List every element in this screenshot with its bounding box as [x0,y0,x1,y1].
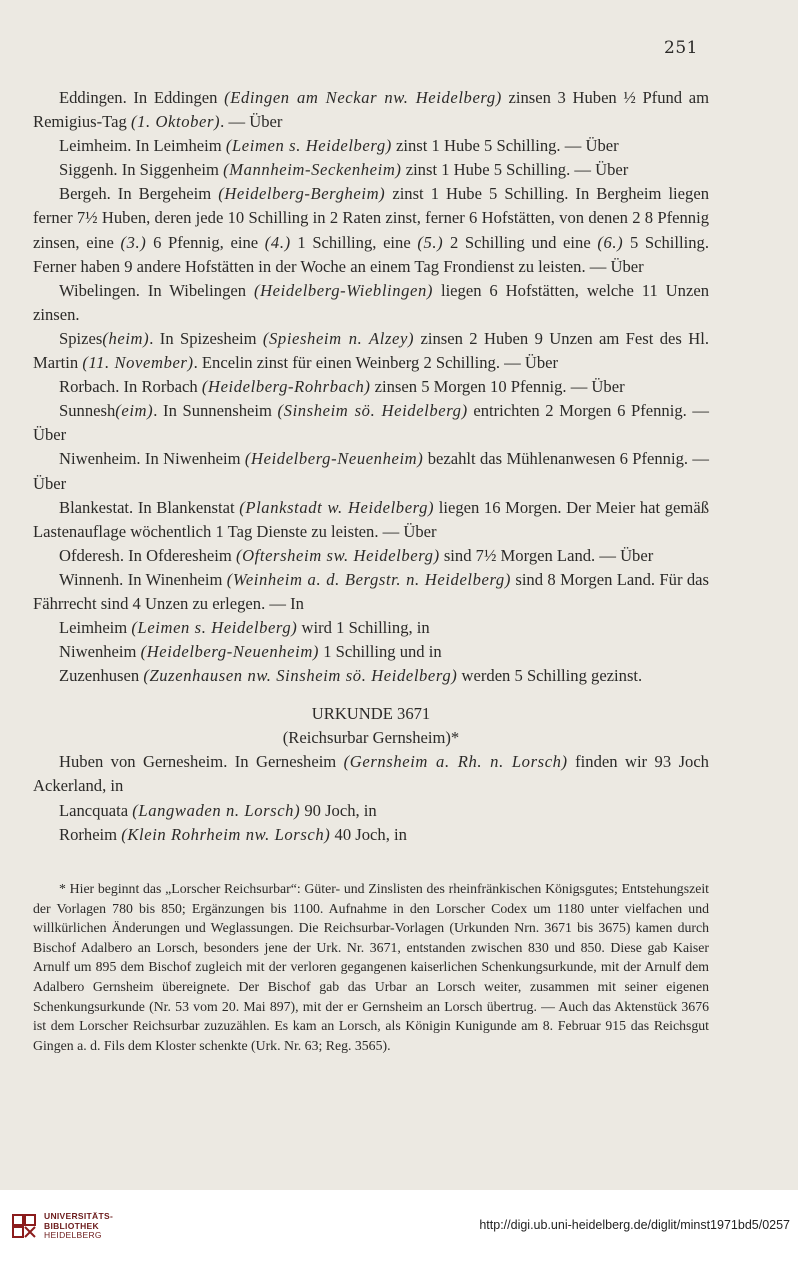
entry-text: Spizes [59,328,103,348]
entry-text: . In Sunnensheim [153,401,278,421]
entry-text: Eddingen. In Eddingen [59,88,225,107]
entry-text: Blankestat. In Blankenstat [59,497,240,517]
entry-text: 6 Pfennig, eine [146,232,265,252]
entry-text: 2 Schilling und eine [443,232,598,252]
library-line1: UNIVERSITÄTS- [44,1211,114,1221]
entry-paragraph [33,616,709,640]
place-identification: (Mannheim-Seckenheim) [223,160,402,180]
entry-text: 5 Schilling. Ferner haben 9 andere Hofstätten in der Woche an einem Tag Frondienst zu leisten. — Über [33,232,709,276]
entry-paragraph [33,399,709,447]
entry-text: Sunnesh [59,401,116,421]
entry-text: zinsen 2 Huben 9 Unzen am Fest des Hl. Martin [33,328,709,373]
heading-title: URKUNDE 3671 [311,704,431,724]
entry-text: 40 Joch, in [330,824,407,844]
place-identification: (Heidelberg-Rohrbach) [201,377,371,397]
entry-text: Leimheim. In Leimheim [59,136,226,156]
entry-text: 1 Schilling, eine [290,232,418,252]
entry-paragraph [33,496,709,544]
library-name [44,1212,113,1241]
library-line3: HEIDELBERG [44,1230,102,1240]
document-body [33,86,709,847]
entry-paragraph [33,375,709,399]
entry-paragraph [33,327,709,375]
place-identification: (Sinsheim sö. Heidelberg) [277,401,468,421]
place-identification: (heim) [102,328,150,348]
place-identification: (Heidelberg-Neuenheim) [244,449,424,469]
entry-text: zinsen 3 Huben ½ Pfund am Remigius-Tag [33,88,709,132]
entry-paragraph [33,279,709,327]
entry-text: Niwenheim. In Niwenheim [59,449,245,469]
place-identification: (Zuzenhausen nw. Sinsheim sö. Heidelberg) [143,666,458,686]
entries-list [33,86,709,688]
entry-text: finden wir 93 Joch Ackerland, in [33,752,709,796]
heading-subtitle: (Reichsurbar Gernsheim)* [282,728,460,748]
entry-text: . — Über [220,112,283,132]
entry-text: . Encelin zinst für einen Weinberg 2 Schilling. — Über [193,353,559,373]
entry-paragraph [33,568,709,616]
entry-text: Leimheim [59,618,132,638]
place-identification: (4.) [264,232,291,252]
place-identification: (Edingen am Neckar nw. Heidelberg) [224,88,502,107]
entry-paragraph [33,664,709,688]
entry-text: sind 7½ Morgen Land. — Über [439,545,654,565]
ub-heidelberg-logo-icon [9,1211,39,1241]
entry-text: Winnenh. In Winenheim [59,569,227,589]
place-identification: (Heidelberg-Neuenheim) [140,642,320,662]
place-identification: (Heidelberg-Wieblingen) [253,280,434,300]
source-url-link[interactable]: http://digi.ub.uni-heidelberg.de/diglit/minst1971bd5/0257 [479,1218,790,1232]
entry-text: zinsen 5 Morgen 10 Pfennig. — Über [370,377,625,397]
entry-paragraph [33,799,709,823]
entry-text: 1 Schilling und in [319,642,442,662]
entry-paragraph [33,823,709,847]
place-identification: (Leimen s. Heidelberg) [131,618,298,638]
entry-text: entrichten 2 Morgen 6 Pfennig. — Über [33,401,709,445]
entry-text: liegen 16 Morgen. Der Meier hat gemäß Lastenauflage wöchentlich 1 Tag Dienste zu leisten. — Über [33,497,709,541]
place-identification: (Gernsheim a. Rh. n. Lorsch) [343,752,568,772]
page-number: 251 [664,38,698,58]
place-identification: (Klein Rohrheim nw. Lorsch) [121,824,331,844]
entry-paragraph [33,182,709,278]
entry-text: Huben von Gernesheim. In Gernesheim [59,752,344,772]
entry-text: zinst 1 Hube 5 Schilling. — Über [391,136,619,156]
entry-paragraph [33,158,709,182]
place-identification: (Langwaden n. Lorsch) [132,800,301,820]
entry-text: Bergeh. In Bergeheim [59,184,219,204]
footnote-text: * Hier beginnt das „Lorscher Reichsurbar“: Güter- und Zinslisten des rheinfränkischen Königsgutes; Entstehungszeit der Vorlagen 780 bis 850; Ergänzungen bis 1100. Aufnahme in den Lorscher Codex um 1180 unter vielfachen und willkürlichen Änderungen und Weglassungen. Die Reichsurbar-Vorlagen (Urkunden Nrn. 3671 bis 3675) kamen durch Bischof Adalbero an Lorsch, besonders jene der Urk. Nr. 3671, entstanden zwischen 830 und 850. Diese gab Kaiser Arnulf um 895 dem Bischof zugleich mit der verloren gegangenen kaiserlichen Schenkungsurkunde, mit der Arnulf dem Adalbero Gernsheim übereignete. Der Bischof gab das Urbar an Lorsch weiter, zusammen mit seiner eigenen Schenkungsurkunde (Nr. 53 vom 20. Mai 897), mit der er Gernsheim an Lorsch übertrug. — Auch das Aktenstück 3676 ist dem Lorscher Reichsurbar zuzuzählen. Es kam an Lorsch, als Königin Kunigunde am 8. Februar 915 das Reichsgut Gingen a. d. Fils dem Kloster schenkte (Urk. Nr. 63; Reg. 3565). [33,881,709,1053]
entry-text: Zuzenhusen [59,666,144,686]
entry-text: Lancquata [59,800,133,820]
entry-text: Wibelingen. In Wibelingen [59,280,254,300]
entry-paragraph [33,86,709,134]
entry-paragraph [33,134,709,158]
entry-text: bezahlt das Mühlenanwesen 6 Pfennig. — Über [33,449,709,493]
entry-text: zinst 1 Hube 5 Schilling. In Bergheim liegen ferner 7½ Huben, deren jede 10 Schilling in 2 Raten zinst, ferner 6 Hofstätten, von denen 2 8 Pfennig zinsen, eine [33,184,709,252]
entry-text: werden 5 Schilling gezinst. [457,666,643,686]
place-identification: (5.) [417,232,444,252]
place-identification: (6.) [597,232,624,252]
place-identification: (3.) [120,232,147,252]
place-identification: (Weinheim a. d. Bergstr. n. Heidelberg) [226,569,511,589]
footnote [33,879,709,1055]
place-identification: (Heidelberg-Bergheim) [218,184,386,204]
place-identification: (Spiesheim n. Alzey) [262,328,415,348]
entry-text: zinst 1 Hube 5 Schilling. — Über [401,160,629,180]
place-identification: (11. November) [82,353,194,373]
entry-text: 90 Joch, in [300,800,377,820]
place-identification: (Leimen s. Heidelberg) [225,136,392,156]
entry-text: Ofderesh. In Ofderesheim [59,545,236,565]
document-heading [33,702,709,750]
entry-paragraph [33,447,709,495]
entry-text: sind 8 Morgen Land. Für das Fährrecht sind 4 Unzen zu erlegen. — In [33,569,709,613]
entry-paragraph [33,640,709,664]
place-identification: (1. Oktober) [130,112,221,132]
entry-text: Rorbach. In Rorbach [59,377,202,397]
entry-text: Siggenh. In Siggenheim [59,160,224,180]
entry-text: Rorheim [59,824,122,844]
library-line2: BIBLIOTHEK [44,1220,99,1231]
entry-text: liegen 6 Hofstätten, welche 11 Unzen zinsen. [33,280,709,324]
place-identification: (Oftersheim sw. Heidelberg) [235,545,440,565]
place-identification: (Plankstadt w. Heidelberg) [239,497,435,517]
entry-paragraph [33,544,709,568]
entry-text: Niwenheim [59,642,141,662]
entry-text: . In Spizesheim [149,328,263,348]
place-identification: (eim) [115,401,154,421]
entry-paragraph [33,750,709,798]
entry-text: wird 1 Schilling, in [297,618,430,638]
page-footer [0,1190,798,1263]
entries-list-2 [33,750,709,846]
